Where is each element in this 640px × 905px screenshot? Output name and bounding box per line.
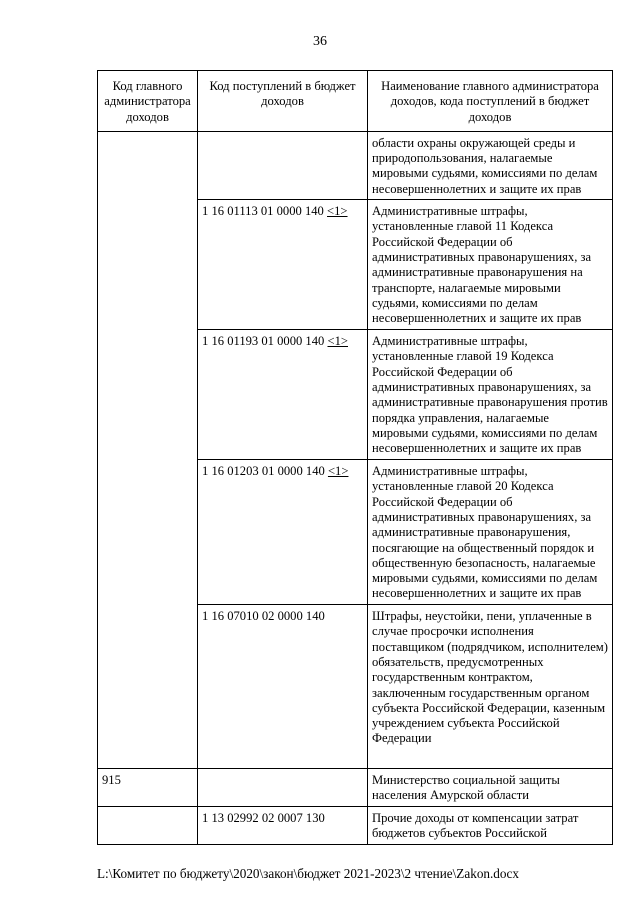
table-row — [98, 131, 613, 199]
revenue-code-cell: 1 13 02992 02 0007 130 — [198, 807, 368, 845]
revenue-code-cell — [198, 131, 368, 199]
footnote-ref: <1> — [327, 334, 348, 349]
footnote-ref: <1> — [327, 464, 349, 479]
footnote-ref: <1> — [327, 204, 348, 219]
admin-code-cell — [98, 131, 198, 768]
revenue-code-cell: 1 16 01113 01 0000 140 <1> — [198, 200, 368, 330]
name-cell: Прочие доходы от компенсации затрат бюджетов субъектов Российской — [368, 807, 613, 845]
table-header-row — [98, 71, 613, 132]
name-cell: области охраны окружающей среды и природопользования, налагаемые мировыми судьями, комиссиями по делам несовершеннолетних и защите их прав — [368, 131, 613, 199]
admin-code-cell: 915 — [98, 769, 198, 807]
revenue-code-cell: 1 16 07010 02 0000 140 — [198, 605, 368, 769]
file-path-footer: L:\Комитет по бюджету\2020\закон\бюджет 2021-2023\2 чтение\Zakon.docx — [97, 866, 519, 881]
name-cell: Административные штрафы, установленные главой 20 Кодекса Российской Федерации об административных правонарушениях, за административные правонарушения, посягающие на общественный порядок и общественную безопасность, налагаемые мировыми судьями, комиссиями по делам несовершеннолетних и защите их прав — [368, 460, 613, 605]
name-cell: Министерство социальной защиты населения Амурской области — [368, 769, 613, 807]
table-row — [98, 769, 613, 807]
header-revenue-code: Код поступлений в бюджет доходов — [198, 71, 368, 132]
revenue-code-cell: 1 16 01203 01 0000 140 <1> — [198, 460, 368, 605]
revenue-table — [97, 70, 613, 845]
admin-code-cell — [98, 807, 198, 845]
revenue-code-cell: 1 16 01193 01 0000 140 <1> — [198, 330, 368, 460]
name-cell: Административные штрафы, установленные главой 19 Кодекса Российской Федерации об административных правонарушениях, за административные правонарушения против порядка управления, налагаемые мировыми судьями, комиссиями по делам несовершеннолетних и защите их прав — [368, 330, 613, 460]
table-row — [98, 807, 613, 845]
name-cell: Штрафы, неустойки, пени, уплаченные в случае просрочки исполнения поставщиком (подрядчиком, исполнителем) обязательств, предусмотренных государственным контрактом, заключенным государственным органом субъекта Российской Федерации, казенным учреждением субъекта Российской Федерации — [368, 605, 613, 769]
header-admin-code: Код главного администратора доходов — [98, 71, 198, 132]
revenue-code-cell — [198, 769, 368, 807]
name-cell: Административные штрафы, установленные главой 11 Кодекса Российской Федерации об административных правонарушениях, за административные правонарушения на транспорте, налагаемые мировыми судьями, комиссиями по делам несовершеннолетних и защите их прав — [368, 200, 613, 330]
header-name: Наименование главного администратора доходов, кода поступлений в бюджет доходов — [368, 71, 613, 132]
page-number: 36 — [313, 34, 327, 49]
